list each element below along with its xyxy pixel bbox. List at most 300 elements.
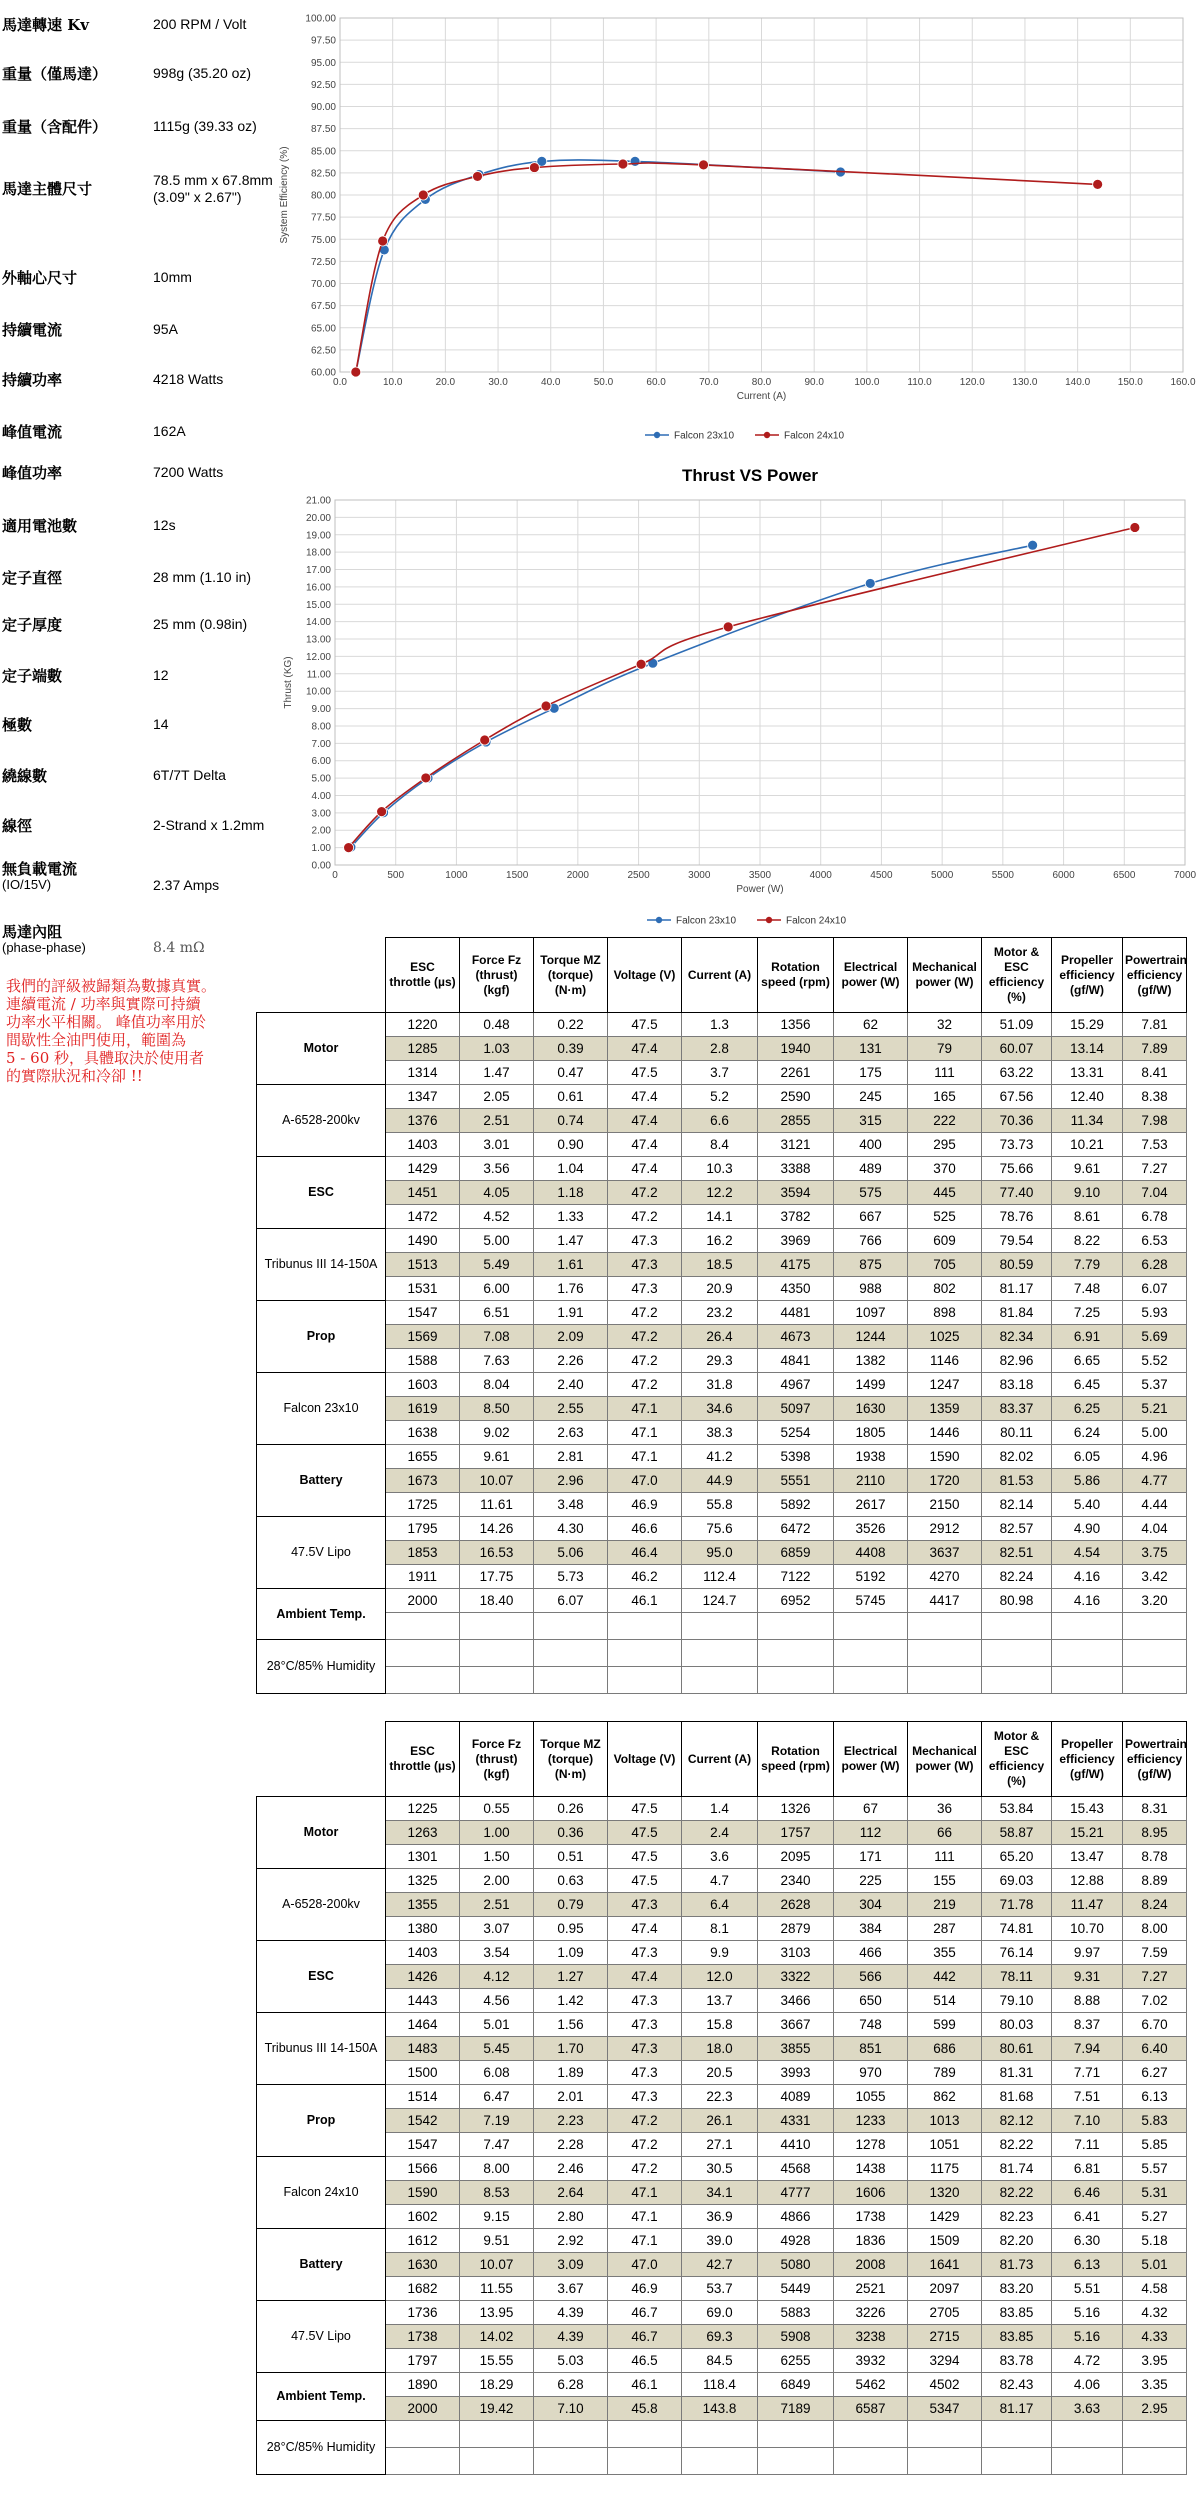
table-cell: 80.98 bbox=[982, 1589, 1052, 1613]
table-cell: 4.44 bbox=[1123, 1493, 1187, 1517]
column-header: Rotation speed (rpm) bbox=[758, 1722, 834, 1797]
table-cell: 400 bbox=[834, 1133, 908, 1157]
data-point bbox=[480, 735, 490, 745]
table-cell bbox=[758, 1613, 834, 1640]
table-cell: 0.90 bbox=[534, 1133, 608, 1157]
spec-value-text: 12 bbox=[153, 667, 169, 683]
table-cell: 51.09 bbox=[982, 1013, 1052, 1037]
table-cell: 83.18 bbox=[982, 1373, 1052, 1397]
table-cell: 8.4 bbox=[682, 1133, 758, 1157]
legend-marker bbox=[654, 432, 660, 438]
column-header: Voltage (V) bbox=[608, 1722, 682, 1797]
table-cell: 14.1 bbox=[682, 1205, 758, 1229]
table-cell: 0.79 bbox=[534, 1893, 608, 1917]
column-header: Force Fz (thrust) (kgf) bbox=[460, 1722, 534, 1797]
y-tick-label: 85.00 bbox=[310, 146, 336, 158]
table-cell: 2000 bbox=[386, 2397, 460, 2421]
table-cell bbox=[834, 2448, 908, 2475]
table-cell: 4331 bbox=[758, 2109, 834, 2133]
table-cell: 6587 bbox=[834, 2397, 908, 2421]
x-tick-label: 6000 bbox=[1052, 870, 1075, 881]
table-cell: 6.51 bbox=[460, 1301, 534, 1325]
table-cell: 58.87 bbox=[982, 1821, 1052, 1845]
table-cell: 82.22 bbox=[982, 2133, 1052, 2157]
table-cell: 9.51 bbox=[460, 2229, 534, 2253]
table-cell: 6.05 bbox=[1052, 1445, 1123, 1469]
table-cell: 1.18 bbox=[534, 1181, 608, 1205]
table-cell: 1673 bbox=[386, 1469, 460, 1493]
table-cell bbox=[534, 1640, 608, 1667]
y-axis-label: System Efficiency (%) bbox=[279, 146, 290, 244]
table-cell: 46.1 bbox=[608, 2373, 682, 2397]
table-cell: 2.26 bbox=[534, 1349, 608, 1373]
table-cell bbox=[534, 2421, 608, 2448]
table-cell: 1.27 bbox=[534, 1965, 608, 1989]
table-row bbox=[257, 2373, 1187, 2397]
table-cell bbox=[982, 1613, 1052, 1640]
table-cell: 47.3 bbox=[608, 2061, 682, 2085]
table-cell: 5.69 bbox=[1123, 1325, 1187, 1349]
legend-entry: Falcon 23x10 bbox=[674, 430, 735, 442]
table-cell: 12.2 bbox=[682, 1181, 758, 1205]
table-cell: 2.81 bbox=[534, 1445, 608, 1469]
table-cell: 9.61 bbox=[460, 1445, 534, 1469]
table-row bbox=[257, 1109, 1187, 1133]
table-cell: 79 bbox=[908, 1037, 982, 1061]
table-cell: 47.1 bbox=[608, 1397, 682, 1421]
table-cell: 8.24 bbox=[1123, 1893, 1187, 1917]
table-cell: 3466 bbox=[758, 1989, 834, 2013]
table-cell: 1464 bbox=[386, 2013, 460, 2037]
table-cell bbox=[834, 1667, 908, 1694]
table-cell: 13.31 bbox=[1052, 1061, 1123, 1085]
spec-value-text: 12s bbox=[153, 517, 176, 533]
table-cell: 1738 bbox=[834, 2205, 908, 2229]
table-row bbox=[257, 1821, 1187, 1845]
table-cell: 1612 bbox=[386, 2229, 460, 2253]
table-cell: 6472 bbox=[758, 1517, 834, 1541]
table-cell bbox=[834, 1640, 908, 1667]
table-cell bbox=[1123, 2448, 1187, 2475]
table-cell: 2879 bbox=[758, 1917, 834, 1941]
table-cell: 45.8 bbox=[608, 2397, 682, 2421]
table-cell: 2340 bbox=[758, 1869, 834, 1893]
data-point bbox=[418, 190, 428, 200]
table-cell: 5.18 bbox=[1123, 2229, 1187, 2253]
table-cell: 6.25 bbox=[1052, 1397, 1123, 1421]
table-cell: 4.05 bbox=[460, 1181, 534, 1205]
legend-marker bbox=[656, 917, 662, 923]
table-cell: 1.00 bbox=[460, 1821, 534, 1845]
table-cell bbox=[460, 2421, 534, 2448]
table-cell: 5.57 bbox=[1123, 2157, 1187, 2181]
table-cell: 1890 bbox=[386, 2373, 460, 2397]
table-cell: 6.08 bbox=[460, 2061, 534, 2085]
table-cell: 6.13 bbox=[1123, 2085, 1187, 2109]
table-cell bbox=[534, 1613, 608, 1640]
table-cell: 466 bbox=[834, 1941, 908, 1965]
table-cell: 6.30 bbox=[1052, 2229, 1123, 2253]
table-cell: 9.97 bbox=[1052, 1941, 1123, 1965]
spec-value bbox=[153, 616, 247, 633]
table-cell: 1355 bbox=[386, 1893, 460, 1917]
table-cell: 15.21 bbox=[1052, 1821, 1123, 1845]
table-cell bbox=[1052, 1613, 1123, 1640]
table-cell: 1055 bbox=[834, 2085, 908, 2109]
table-cell: 3.09 bbox=[534, 2253, 608, 2277]
table-cell: 69.3 bbox=[682, 2325, 758, 2349]
table-cell: 5449 bbox=[758, 2277, 834, 2301]
table-cell bbox=[1052, 2421, 1123, 2448]
table-cell: 1263 bbox=[386, 1821, 460, 1845]
table-cell: 44.9 bbox=[682, 1469, 758, 1493]
table-cell: 575 bbox=[834, 1181, 908, 1205]
table-cell: 15.8 bbox=[682, 2013, 758, 2037]
table-cell: 3.35 bbox=[1123, 2373, 1187, 2397]
spec-value-text: 6T/7T Delta bbox=[153, 767, 226, 783]
table-cell: 8.95 bbox=[1123, 1821, 1187, 1845]
spec-label: 無負載電流 bbox=[2, 860, 78, 878]
table-cell: 1278 bbox=[834, 2133, 908, 2157]
spec-label: 持續電流 bbox=[2, 321, 63, 339]
spec-value bbox=[153, 118, 257, 135]
table-cell: 47.1 bbox=[608, 1445, 682, 1469]
table-cell: 2521 bbox=[834, 2277, 908, 2301]
data-point bbox=[378, 236, 388, 246]
x-tick-label: 90.0 bbox=[804, 377, 824, 388]
table-cell: 7.98 bbox=[1123, 1109, 1187, 1133]
table-cell: 1146 bbox=[908, 1349, 982, 1373]
y-tick-label: 77.50 bbox=[310, 212, 336, 224]
table-cell: 4.33 bbox=[1123, 2325, 1187, 2349]
table-cell: 7.19 bbox=[460, 2109, 534, 2133]
table-cell: 3.42 bbox=[1123, 1565, 1187, 1589]
table-cell: 2.23 bbox=[534, 2109, 608, 2133]
table-cell: 112.4 bbox=[682, 1565, 758, 1589]
table-cell: 15.29 bbox=[1052, 1013, 1123, 1037]
table-cell: 47.5 bbox=[608, 1061, 682, 1085]
table-cell: 10.07 bbox=[460, 1469, 534, 1493]
header-spacer bbox=[257, 938, 386, 1013]
table-header-row bbox=[257, 1722, 1187, 1797]
table-cell: 14.02 bbox=[460, 2325, 534, 2349]
table-cell: 47.3 bbox=[608, 1893, 682, 1917]
table-cell: 5.21 bbox=[1123, 1397, 1187, 1421]
data-point bbox=[1093, 179, 1103, 189]
table-cell bbox=[982, 1640, 1052, 1667]
table-cell: 46.6 bbox=[608, 1517, 682, 1541]
table-cell: 6.27 bbox=[1123, 2061, 1187, 2085]
column-header: ESC throttle (µs) bbox=[386, 938, 460, 1013]
x-tick-label: 3000 bbox=[688, 870, 711, 881]
table-cell: 6.40 bbox=[1123, 2037, 1187, 2061]
table-cell: 4.56 bbox=[460, 1989, 534, 2013]
table-cell: 7.10 bbox=[1052, 2109, 1123, 2133]
column-header: Mechanical power (W) bbox=[908, 1722, 982, 1797]
table-cell: 47.2 bbox=[608, 2157, 682, 2181]
table-cell: 82.57 bbox=[982, 1517, 1052, 1541]
table-cell: 8.38 bbox=[1123, 1085, 1187, 1109]
table-cell: 1.3 bbox=[682, 1013, 758, 1037]
spec-label: 峰值功率 bbox=[2, 464, 63, 482]
x-tick-label: 6500 bbox=[1113, 870, 1136, 881]
table-cell: 8.61 bbox=[1052, 1205, 1123, 1229]
group-label: Ambient Temp. bbox=[257, 1589, 386, 1640]
table-cell: 75.66 bbox=[982, 1157, 1052, 1181]
table-cell: 875 bbox=[834, 1253, 908, 1277]
table-row bbox=[257, 1157, 1187, 1181]
table-cell: 62 bbox=[834, 1013, 908, 1037]
y-tick-label: 90.00 bbox=[310, 102, 336, 113]
y-tick-label: 10.00 bbox=[305, 686, 331, 698]
column-header: Propeller efficiency (gf/W) bbox=[1052, 1722, 1123, 1797]
table-cell: 30.5 bbox=[682, 2157, 758, 2181]
table-cell: 1013 bbox=[908, 2109, 982, 2133]
table-cell: 3238 bbox=[834, 2325, 908, 2349]
table-cell: 78.11 bbox=[982, 1965, 1052, 1989]
table-cell: 7122 bbox=[758, 1565, 834, 1589]
table-cell: 47.2 bbox=[608, 1181, 682, 1205]
table-cell: 1547 bbox=[386, 2133, 460, 2157]
table-cell: 1382 bbox=[834, 1349, 908, 1373]
table-row bbox=[257, 1277, 1187, 1301]
table-cell: 5908 bbox=[758, 2325, 834, 2349]
table-cell: 81.53 bbox=[982, 1469, 1052, 1493]
table-cell: 599 bbox=[908, 2013, 982, 2037]
group-label: Motor bbox=[257, 1797, 386, 1869]
table-cell: 3388 bbox=[758, 1157, 834, 1181]
table-cell: 5.01 bbox=[460, 2013, 534, 2037]
table-cell: 1097 bbox=[834, 1301, 908, 1325]
table-cell: 47.2 bbox=[608, 1301, 682, 1325]
column-header: Force Fz (thrust) (kgf) bbox=[460, 938, 534, 1013]
table-cell: 1.56 bbox=[534, 2013, 608, 2037]
column-header: Powertrain efficiency (gf/W) bbox=[1123, 938, 1187, 1013]
spec-label: 極數 bbox=[2, 716, 33, 734]
y-tick-label: 2.00 bbox=[311, 825, 331, 837]
table-cell: 12.88 bbox=[1052, 1869, 1123, 1893]
table-cell: 4.39 bbox=[534, 2301, 608, 2325]
table-cell: 1429 bbox=[908, 2205, 982, 2229]
table-cell: 4.54 bbox=[1052, 1541, 1123, 1565]
table-cell: 1314 bbox=[386, 1061, 460, 1085]
y-tick-label: 6.00 bbox=[311, 756, 331, 768]
group-label: Ambient Temp. bbox=[257, 2373, 386, 2421]
table-cell: 4502 bbox=[908, 2373, 982, 2397]
table-cell: 3969 bbox=[758, 1229, 834, 1253]
group-label: Falcon 24x10 bbox=[257, 2157, 386, 2229]
table-cell: 370 bbox=[908, 1157, 982, 1181]
table-cell: 1938 bbox=[834, 1445, 908, 1469]
table-cell: 84.5 bbox=[682, 2349, 758, 2373]
spec-label: 重量（僅馬達） bbox=[2, 65, 108, 83]
table-row bbox=[257, 1469, 1187, 1493]
table-cell: 12.0 bbox=[682, 1965, 758, 1989]
table-row bbox=[257, 1667, 1187, 1694]
table-cell: 1244 bbox=[834, 1325, 908, 1349]
spec-value-text: 10mm bbox=[153, 269, 192, 285]
table-cell: 6.13 bbox=[1052, 2253, 1123, 2277]
table-cell: 3226 bbox=[834, 2301, 908, 2325]
table-cell bbox=[1123, 1640, 1187, 1667]
table-cell: 1531 bbox=[386, 1277, 460, 1301]
table-cell: 5.83 bbox=[1123, 2109, 1187, 2133]
table-cell: 6849 bbox=[758, 2373, 834, 2397]
x-tick-label: 500 bbox=[387, 870, 405, 881]
table-cell: 18.40 bbox=[460, 1589, 534, 1613]
table-cell: 7.25 bbox=[1052, 1301, 1123, 1325]
table-cell: 47.3 bbox=[608, 1253, 682, 1277]
table-cell: 3.95 bbox=[1123, 2349, 1187, 2373]
table-cell bbox=[758, 1640, 834, 1667]
table-cell: 1.33 bbox=[534, 1205, 608, 1229]
table-cell bbox=[608, 1667, 682, 1694]
table-cell: 5551 bbox=[758, 1469, 834, 1493]
table-cell: 1.76 bbox=[534, 1277, 608, 1301]
table-cell: 4.72 bbox=[1052, 2349, 1123, 2373]
table-cell: 1542 bbox=[386, 2109, 460, 2133]
table-cell: 1438 bbox=[834, 2157, 908, 2181]
y-tick-label: 67.50 bbox=[310, 301, 336, 313]
table-row bbox=[257, 1517, 1187, 1541]
column-header: Current (A) bbox=[682, 938, 758, 1013]
spec-value bbox=[153, 877, 219, 894]
table-cell: 1757 bbox=[758, 1821, 834, 1845]
x-tick-label: 150.0 bbox=[1117, 377, 1143, 388]
table-cell bbox=[908, 2448, 982, 2475]
column-header: Rotation speed (rpm) bbox=[758, 938, 834, 1013]
table-cell: 1376 bbox=[386, 1109, 460, 1133]
table-cell: 1451 bbox=[386, 1181, 460, 1205]
table-cell: 1853 bbox=[386, 1541, 460, 1565]
table-cell: 11.55 bbox=[460, 2277, 534, 2301]
spec-value bbox=[153, 269, 192, 286]
table-cell: 2590 bbox=[758, 1085, 834, 1109]
table-cell: 6.07 bbox=[1123, 1277, 1187, 1301]
table-cell: 766 bbox=[834, 1229, 908, 1253]
table-cell: 1606 bbox=[834, 2181, 908, 2205]
x-tick-label: 1000 bbox=[445, 870, 468, 881]
spec-value-text-secondary: (3.09" x 2.67") bbox=[153, 189, 242, 205]
table-cell: 1655 bbox=[386, 1445, 460, 1469]
table-cell: 47.2 bbox=[608, 1205, 682, 1229]
table-cell: 10.3 bbox=[682, 1157, 758, 1181]
table-cell: 131 bbox=[834, 1037, 908, 1061]
y-tick-label: 100.00 bbox=[305, 13, 336, 25]
table-cell: 315 bbox=[834, 1109, 908, 1133]
table-cell: 23.2 bbox=[682, 1301, 758, 1325]
table-cell: 9.02 bbox=[460, 1421, 534, 1445]
table-cell: 8.37 bbox=[1052, 2013, 1123, 2037]
table-cell: 47.5 bbox=[608, 1821, 682, 1845]
table-cell: 650 bbox=[834, 1989, 908, 2013]
y-tick-label: 92.50 bbox=[310, 79, 336, 91]
table-row bbox=[257, 2085, 1187, 2109]
y-tick-label: 7.00 bbox=[311, 738, 331, 750]
table-cell: 81.74 bbox=[982, 2157, 1052, 2181]
y-tick-label: 1.00 bbox=[311, 843, 331, 855]
column-header: Voltage (V) bbox=[608, 938, 682, 1013]
table-cell: 4.04 bbox=[1123, 1517, 1187, 1541]
x-tick-label: 60.0 bbox=[646, 377, 666, 388]
header-spacer bbox=[257, 1722, 386, 1797]
table-cell: 13.95 bbox=[460, 2301, 534, 2325]
table-cell: 80.61 bbox=[982, 2037, 1052, 2061]
table-cell: 355 bbox=[908, 1941, 982, 1965]
table-cell: 4175 bbox=[758, 1253, 834, 1277]
x-tick-label: 4000 bbox=[809, 870, 832, 881]
y-tick-label: 95.00 bbox=[310, 57, 336, 69]
data-point bbox=[473, 171, 483, 181]
table-cell: 2.05 bbox=[460, 1085, 534, 1109]
legend-entry: Falcon 23x10 bbox=[676, 915, 737, 927]
table-cell: 0.63 bbox=[534, 1869, 608, 1893]
table-cell: 22.3 bbox=[682, 2085, 758, 2109]
table-cell bbox=[834, 2421, 908, 2448]
table-cell: 1051 bbox=[908, 2133, 982, 2157]
table-cell: 3.75 bbox=[1123, 1541, 1187, 1565]
spec-value-text: 25 mm (0.98in) bbox=[153, 616, 248, 632]
table-cell: 46.7 bbox=[608, 2301, 682, 2325]
table-cell: 4777 bbox=[758, 2181, 834, 2205]
group-label: A-6528-200kv bbox=[257, 1085, 386, 1157]
table-cell: 1795 bbox=[386, 1517, 460, 1541]
table-cell: 4.16 bbox=[1052, 1589, 1123, 1613]
x-tick-label: 30.0 bbox=[488, 377, 508, 388]
table-cell: 2.55 bbox=[534, 1397, 608, 1421]
table-cell bbox=[386, 1613, 460, 1640]
table-row bbox=[257, 1325, 1187, 1349]
table-cell: 5.2 bbox=[682, 1085, 758, 1109]
table-cell: 789 bbox=[908, 2061, 982, 2085]
table-row bbox=[257, 1421, 1187, 1445]
table-cell: 15.55 bbox=[460, 2349, 534, 2373]
x-tick-label: 120.0 bbox=[959, 377, 985, 388]
table-cell: 165 bbox=[908, 1085, 982, 1109]
table-cell: 304 bbox=[834, 1893, 908, 1917]
table-cell: 2.4 bbox=[682, 1821, 758, 1845]
table-cell: 525 bbox=[908, 1205, 982, 1229]
table-cell: 5.86 bbox=[1052, 1469, 1123, 1493]
spec-value-text: 200 RPM / Volt bbox=[153, 16, 247, 32]
group-label: 28°C/85% Humidity bbox=[257, 1640, 386, 1694]
table-cell: 5254 bbox=[758, 1421, 834, 1445]
y-tick-label: 0.00 bbox=[311, 860, 331, 872]
table-cell: 7.48 bbox=[1052, 1277, 1123, 1301]
table-cell: 3103 bbox=[758, 1941, 834, 1965]
series-line bbox=[356, 163, 1098, 372]
legend-entry: Falcon 24x10 bbox=[786, 915, 847, 927]
column-header: Motor & ESC efficiency (%) bbox=[982, 1722, 1052, 1797]
table-cell: 9.31 bbox=[1052, 1965, 1123, 1989]
table-cell: 4.58 bbox=[1123, 2277, 1187, 2301]
table-cell: 2097 bbox=[908, 2277, 982, 2301]
table-cell: 7.53 bbox=[1123, 1133, 1187, 1157]
table-cell: 38.3 bbox=[682, 1421, 758, 1445]
table-cell: 16.2 bbox=[682, 1229, 758, 1253]
chart-title: Thrust VS Power bbox=[681, 466, 819, 485]
table-cell: 47.3 bbox=[608, 2013, 682, 2037]
table-cell: 5.00 bbox=[1123, 1421, 1187, 1445]
table-cell: 1.42 bbox=[534, 1989, 608, 2013]
table-cell: 81.73 bbox=[982, 2253, 1052, 2277]
table-cell: 1025 bbox=[908, 1325, 982, 1349]
table-cell bbox=[386, 2421, 460, 2448]
table-cell: 31.8 bbox=[682, 1373, 758, 1397]
y-tick-label: 13.00 bbox=[305, 634, 331, 646]
table-cell: 47.0 bbox=[608, 2253, 682, 2277]
table-cell: 8.00 bbox=[460, 2157, 534, 2181]
